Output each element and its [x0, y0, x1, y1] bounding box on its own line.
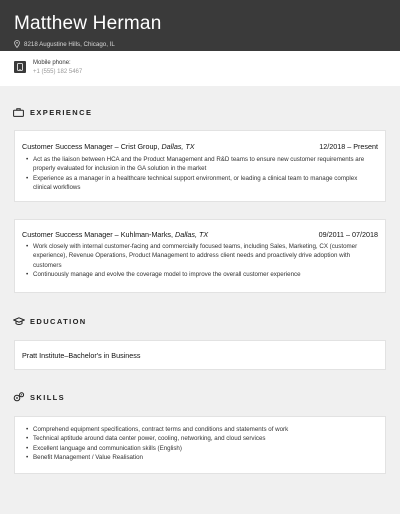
gears-icon: [13, 392, 25, 402]
job-title: Customer Success Manager: [22, 230, 113, 239]
list-item: • Excellent language and communication skills (English): [26, 444, 375, 453]
list-item: • Technical aptitude around data center power, cooling, networking, and cloud services: [26, 434, 375, 443]
skills-list: [26, 425, 375, 463]
phone-icon: [14, 61, 26, 73]
degree-name: Bachelor's in Business: [68, 351, 141, 360]
location-pin-icon: [14, 40, 20, 48]
experience-heading: [13, 107, 92, 117]
phone-value: +1 (555) 182 5467: [33, 69, 83, 75]
skills-card: [14, 416, 386, 474]
job-header: Customer Success Manager – Kuhlman-Marks, Dallas, TX 09/2011 – 07/2018: [22, 230, 378, 239]
briefcase-icon: [13, 107, 25, 117]
list-item: • Benefit Management / Value Realisation: [26, 453, 375, 462]
job-dates: 09/2011 – 07/2018: [318, 230, 378, 239]
job-header: Customer Success Manager – Crist Group, Dallas, TX 12/2018 – Present: [22, 142, 378, 151]
school-name: Pratt Institute: [22, 351, 65, 360]
job-bullets: [26, 155, 375, 193]
job-dates: 12/2018 – Present: [319, 142, 378, 151]
list-item: • Act as the liaison between HCA and the Product Management and R&D teams to ensure new customer requirements are properly evaluated for inclusion in the GA solution in the market: [26, 155, 375, 174]
list-item: • Continuously manage and evolve the coverage model to improve the overall customer experience: [26, 270, 375, 279]
experience-card-1: [14, 130, 386, 202]
education-heading: [13, 316, 87, 326]
education-title: EDUCATION: [30, 316, 87, 326]
contact-bar: [0, 51, 400, 86]
education-card: [14, 340, 386, 370]
list-item: • Work closely with internal customer-facing and commercially focused teams, including Sales, Marketing, CX (customer experience), Revenue Operations, Product Management to address client needs and proactively drive adoption with customers: [26, 242, 375, 270]
job-title: Customer Success Manager: [22, 142, 113, 151]
list-item: • Comprehend equipment specifications, contract terms and conditions and statements of work: [26, 425, 375, 434]
person-name: Matthew Herman: [14, 13, 162, 34]
company-name: Crist Group,: [120, 142, 162, 151]
job-location: Dallas, TX: [161, 142, 195, 151]
list-item: • Experience as a manager in a healthcare technical support environment, or leading a clinical team to manage complex clinical workflows: [26, 174, 375, 193]
education-row: Pratt Institute – Bachelor's in Business: [22, 351, 141, 360]
address-line: [14, 40, 400, 48]
job-location: Dallas, TX: [175, 230, 209, 239]
phone-label: Mobile phone:: [33, 60, 71, 66]
graduation-cap-icon: [13, 316, 25, 326]
experience-card-2: [14, 219, 386, 293]
company-name: Kuhlman-Marks,: [120, 230, 176, 239]
job-bullets: [26, 242, 375, 280]
resume-header: [0, 0, 400, 51]
address-text: 8218 Augustine Hills, Chicago, IL: [24, 40, 115, 48]
skills-heading: [13, 392, 65, 402]
skills-title: SKILLS: [30, 392, 66, 402]
experience-title: EXPERIENCE: [30, 107, 93, 117]
